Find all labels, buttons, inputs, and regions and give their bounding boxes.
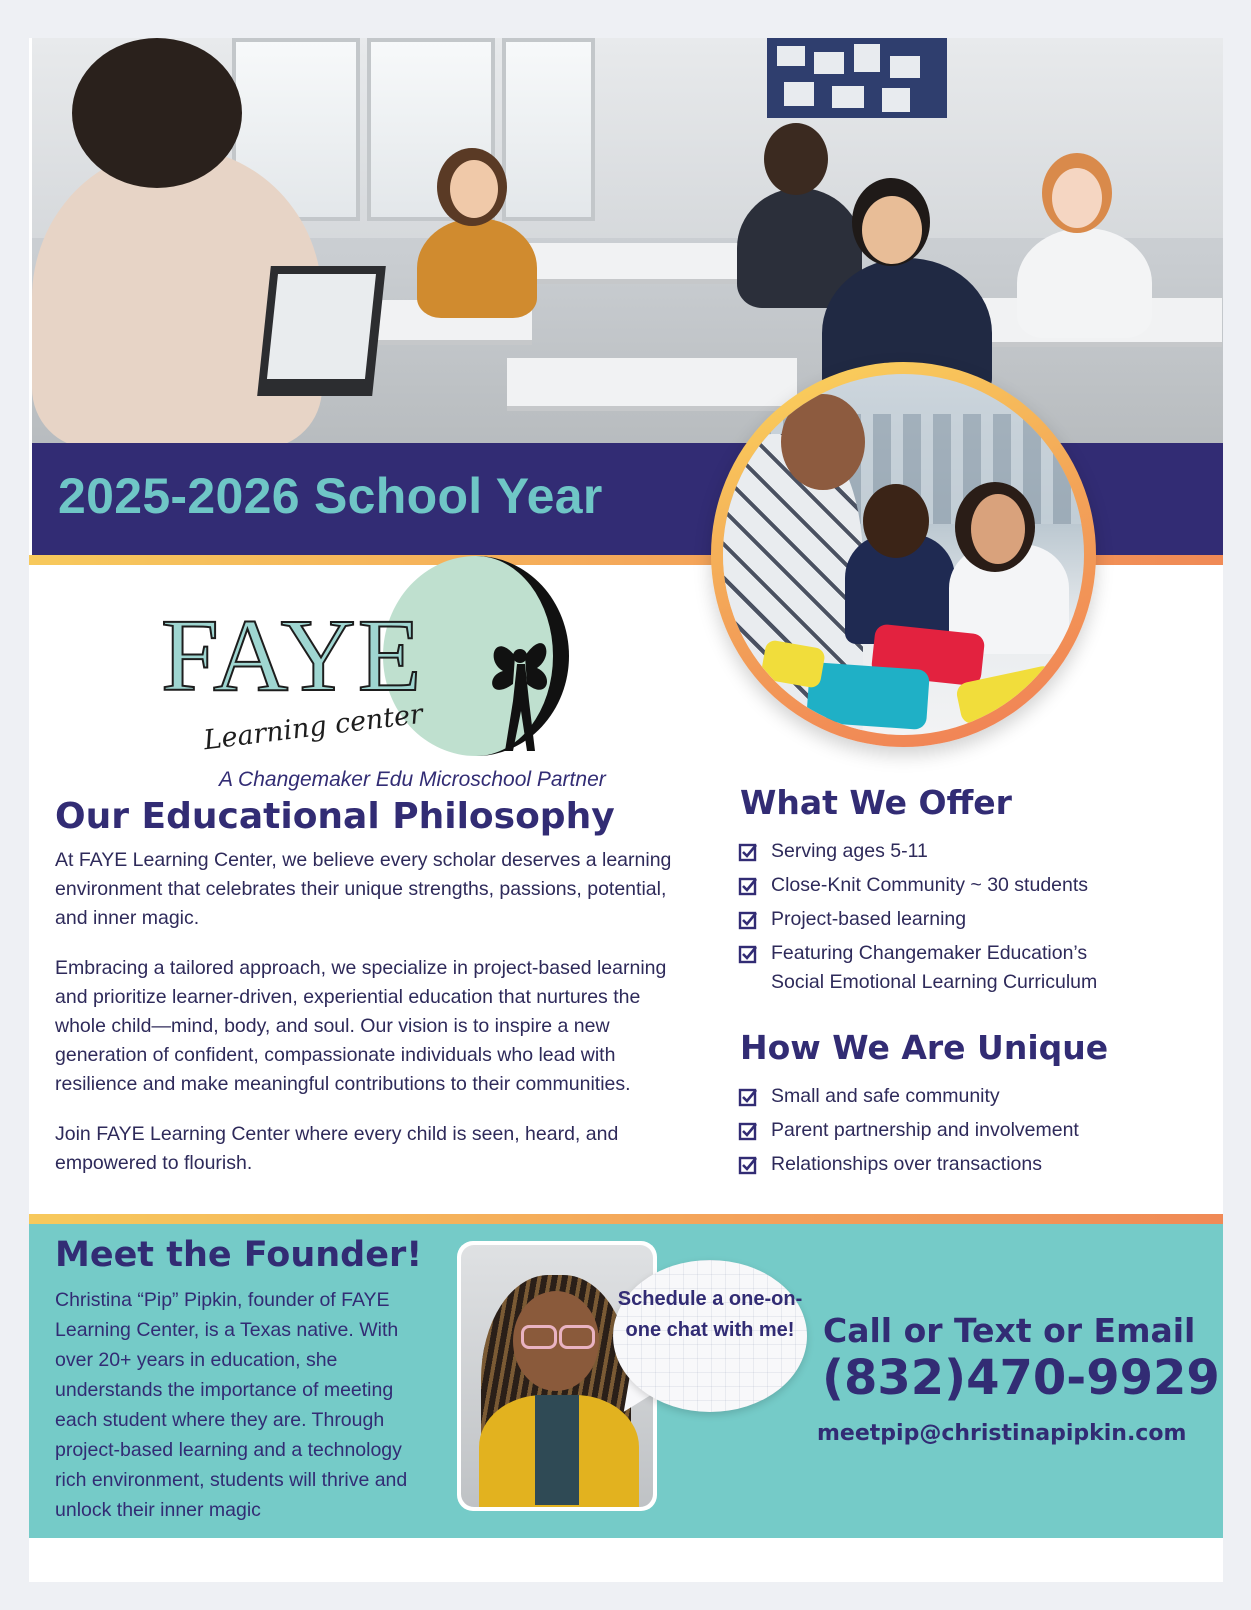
checkbox-icon [738,1121,758,1141]
unique-item-text: Parent partnership and involvement [771,1119,1079,1141]
email-address[interactable]: meetpip@christinapipkin.com [817,1421,1187,1446]
checkbox-icon [738,1087,758,1107]
classroom-circle-photo [723,374,1084,735]
checkbox-icon [738,944,758,964]
list-item [738,905,1138,934]
offer-list [738,837,1138,1002]
philosophy-paragraph: At FAYE Learning Center, we believe every scholar deserves a learning environment that celebrates their unique strengths, passions, potential, and inner magic. [55,849,672,929]
checkbox-icon [738,876,758,896]
list-item [738,837,1138,866]
faye-logo [155,556,555,766]
offer-heading: What We Offer [740,783,1012,822]
unique-list [738,1082,1138,1184]
speech-bubble-text: Schedule a one-on-one chat with me! [617,1288,803,1341]
unique-item-text: Small and safe community [771,1085,1000,1107]
list-item [738,1082,1138,1111]
speech-bubble [613,1260,807,1412]
founder-bio: Christina “Pip” Pipkin, founder of FAYE Learning Center, is a Texas native. With over 20+ years in education, she understands the importance of meeting each student where they are. Through project-based learning and a technology rich environment, students will thrive and unlock their inner magic [55,1289,408,1521]
logo-wordmark: FAYE [161,598,424,713]
accent-stripe [29,1214,1223,1224]
unique-item-text: Relationships over transactions [771,1153,1042,1175]
tagline: A Changemaker Edu Microschool Partner [219,768,606,791]
logo-subtitle: Learning center [201,698,425,757]
phone-number[interactable]: (832)470-9929 [822,1350,1220,1406]
checkbox-icon [738,842,758,862]
list-item [738,1150,1138,1179]
list-item [738,1116,1138,1145]
offer-item-text: Project-based learning [771,908,967,930]
banner-title: 2025-2026 School Year [58,468,603,524]
circle-photo-frame [711,362,1096,747]
philosophy-text [55,846,675,1199]
flyer-page [29,38,1223,1582]
offer-item-text: Serving ages 5-11 [771,840,928,862]
list-item [738,871,1138,900]
offer-item-text: Featuring Changemaker Education’s Social Emotional Learning Curriculum [771,942,1098,993]
offer-item-text: Close-Knit Community ~ 30 students [771,874,1089,896]
checkbox-icon [738,1155,758,1175]
philosophy-paragraph: Embracing a tailored approach, we specialize in project-based learning and prioritize learner-driven, experiential education that nurtures the whole child—mind, body, and soul. Our vision is to inspire a new generation of confident, compassionate individuals who lead with resilience and make meaningful contributions to their communities. [55,957,667,1095]
fairy-icon [485,626,555,756]
checkbox-icon [738,910,758,930]
founder-heading: Meet the Founder! [55,1235,423,1275]
unique-heading: How We Are Unique [740,1028,1109,1067]
philosophy-paragraph: Join FAYE Learning Center where every child is seen, heard, and empowered to flourish. [55,1123,619,1174]
contact-heading: Call or Text or Email [823,1311,1196,1350]
list-item [738,939,1138,997]
classroom-photo [32,38,1223,443]
philosophy-heading: Our Educational Philosophy [55,796,615,837]
